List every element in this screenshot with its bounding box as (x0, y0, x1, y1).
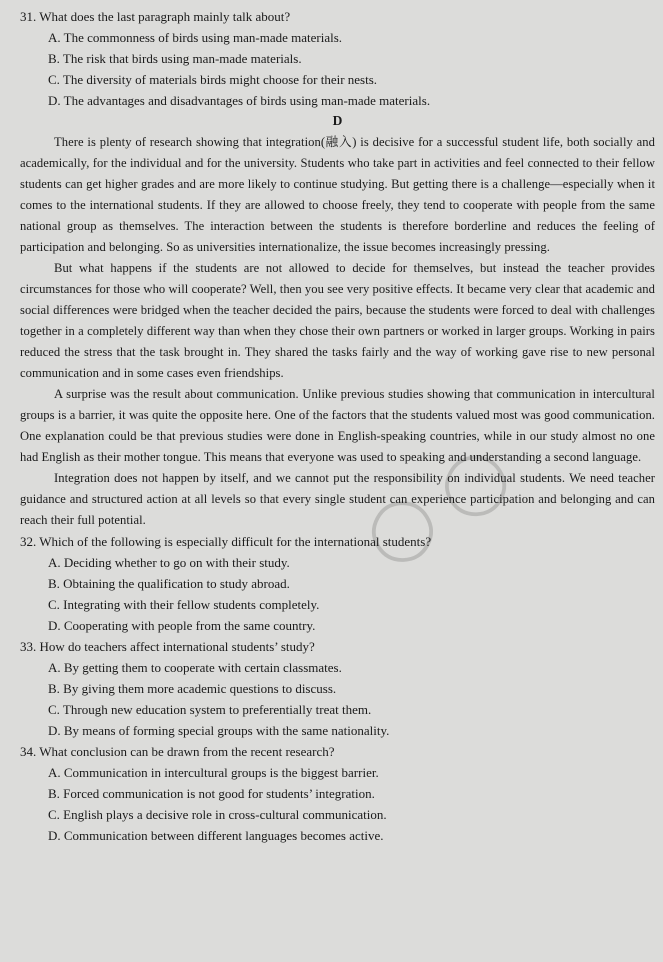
passage-paragraph-2: But what happens if the students are not allowed to decide for themselves, but instead the teacher provides circumstances for those who will cooperate? Well, then you see very positive effects. It became very clear that academic and social differences were bridged when the teacher decided the pairs, because the students were forced to deal with challenges together in a completely different way than when they chose their own partners or worked in larger groups. Working in pairs reduced the stress that the task brought in. They shared the tasks fairly and the way of working gave rise to new personal communication and in some cases even friendships. (20, 261, 655, 380)
question-33-option-b: B. By giving them more academic questions to discuss. (48, 681, 337, 696)
question-34-stem: 34. What conclusion can be drawn from the recent research? (20, 744, 335, 759)
passage-paragraph-1: There is plenty of research showing that integration(融入) is decisive for a successful student life, both socially and academically, for the individual and for the university. Students who take part in activities and feel connected to their fellow students can get higher grades and are more likely to continue studying. But getting there is a challenge—especially when it comes to the international students. If they are allowed to choose freely, they tend to cooperate with people from the same national group as themselves. The interaction between the students is therefore borderline and reduces the feeling of participation and belonging. So as universities internationalize, the issue becomes increasingly pressing. (20, 135, 655, 254)
question-33-option-c: C. Through new education system to preferentially treat them. (48, 702, 372, 717)
question-31-stem: 31. What does the last paragraph mainly talk about? (20, 9, 291, 24)
question-31-option-b: B. The risk that birds using man-made materials. (48, 51, 302, 66)
watermark: ◯ ◯ (353, 434, 521, 576)
question-34-option-d: D. Communication between different languages becomes active. (48, 828, 384, 843)
question-34-option-a: A. Communication in intercultural groups is the biggest barrier. (48, 765, 379, 780)
question-33-option-d: D. By means of forming special groups with the same nationality. (48, 723, 390, 738)
question-31-option-c: C. The diversity of materials birds might choose for their nests. (48, 72, 378, 87)
question-32-option-a: A. Deciding whether to go on with their study. (48, 555, 290, 570)
section-title: D (332, 113, 343, 128)
question-33-option-a: A. By getting them to cooperate with certain classmates. (48, 660, 342, 675)
question-32-option-c: C. Integrating with their fellow students completely. (48, 597, 320, 612)
question-32-stem: 32. Which of the following is especially difficult for the international students? (20, 534, 432, 549)
passage-paragraph-4: Integration does not happen by itself, and we cannot put the responsibility on individual students. We need teacher guidance and structured action at all levels so that every single student can experience participation and belonging and can reach their full potential. (20, 471, 655, 527)
question-31-option-a: A. The commonness of birds using man-made materials. (48, 30, 343, 45)
passage-paragraph-3: A surprise was the result about communication. Unlike previous studies showing that communication in intercultural groups is a barrier, it was quite the opposite here. One of the factors that the students valued most was good communication. One explanation could be that previous studies were done in English-speaking countries, while in our study almost no one had English as their mother tongue. This means that everyone was used to speaking and understanding a second language. (20, 387, 655, 464)
question-31-option-d: D. The advantages and disadvantages of birds using man-made materials. (48, 93, 431, 108)
question-34-option-c: C. English plays a decisive role in cross-cultural communication. (48, 807, 387, 822)
question-34-option-b: B. Forced communication is not good for students’ integration. (48, 786, 375, 801)
question-32-option-b: B. Obtaining the qualification to study abroad. (48, 576, 290, 591)
question-33-stem: 33. How do teachers affect international students’ study? (20, 639, 315, 654)
question-32-option-d: D. Cooperating with people from the same country. (48, 618, 316, 633)
